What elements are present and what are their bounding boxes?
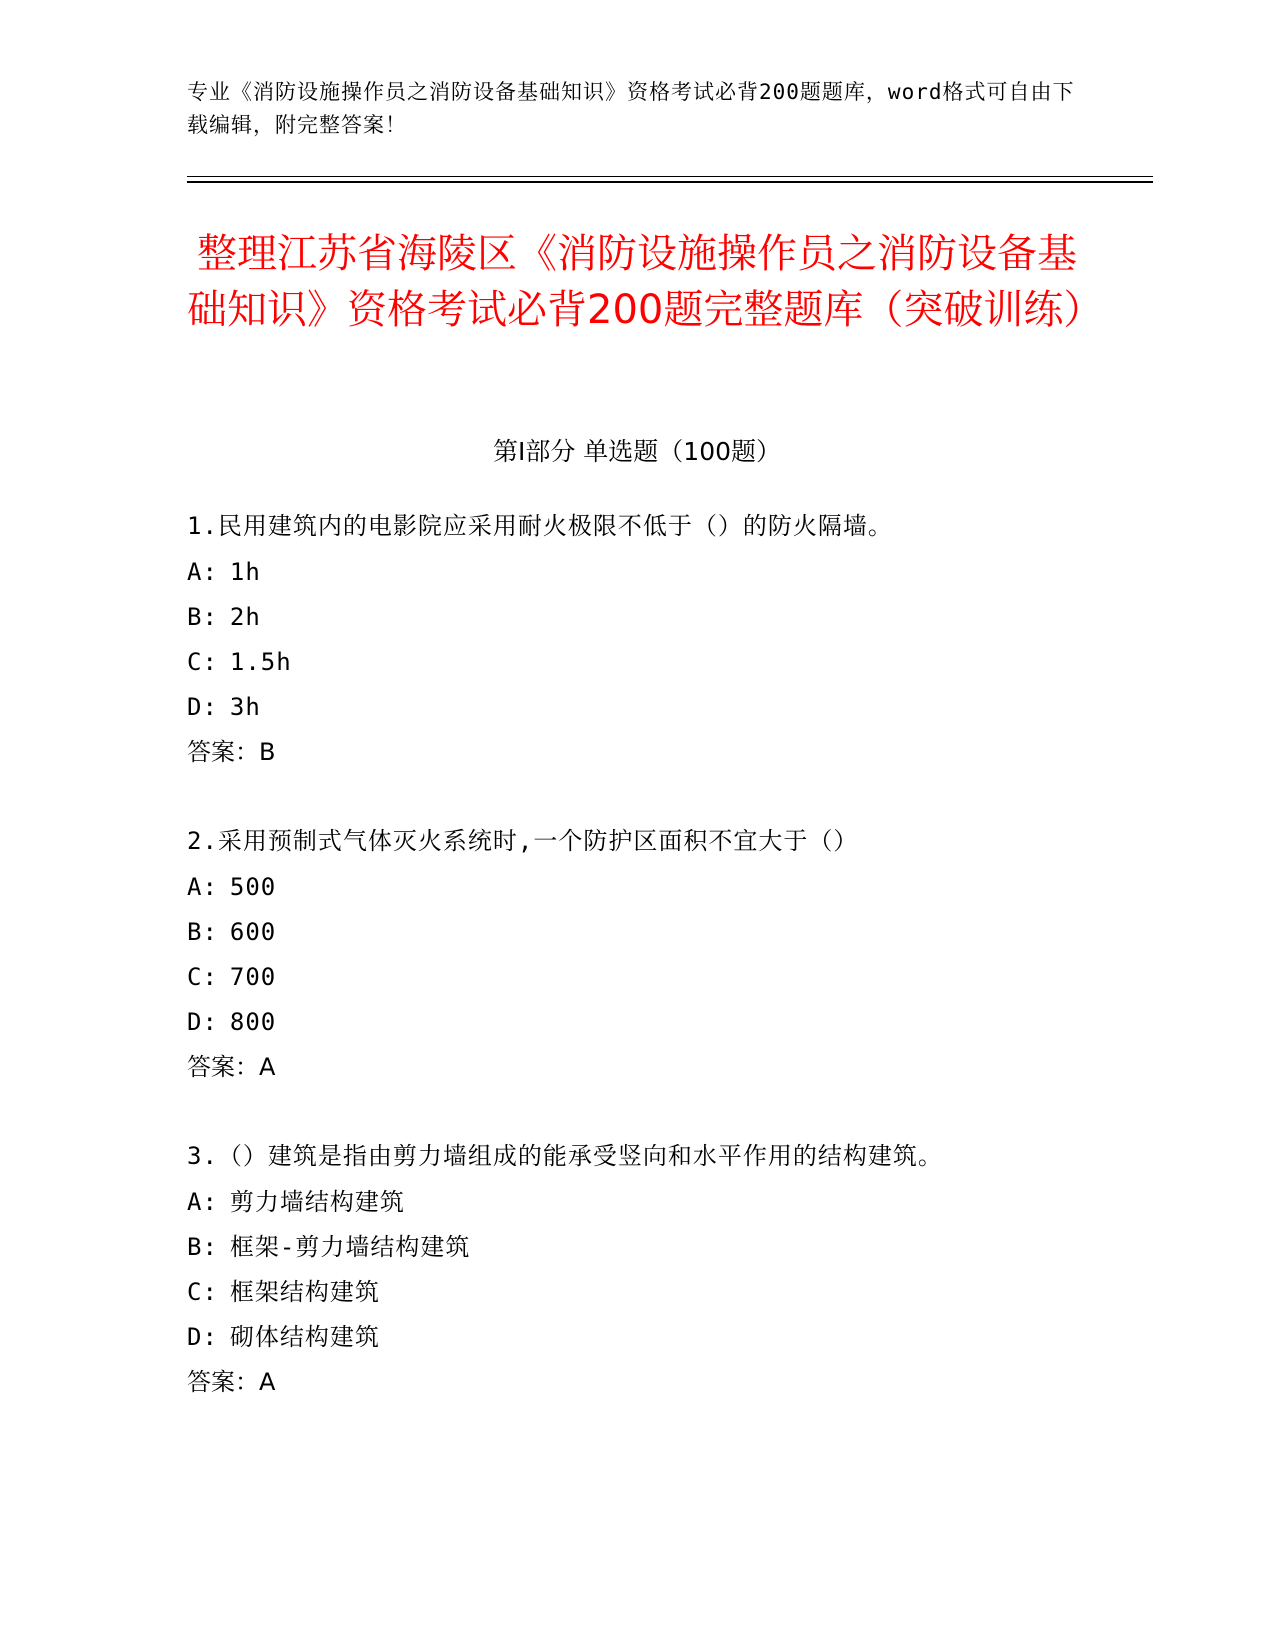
option-text: 1h (229, 558, 261, 586)
option-text: 框架结构建筑 (229, 1278, 380, 1306)
option-b (187, 915, 1137, 960)
question-2 (187, 824, 1137, 1095)
option-letter: A: (187, 1188, 218, 1216)
option-text: 1.5h (229, 648, 292, 676)
option-text: 800 (229, 1008, 277, 1036)
option-d (187, 1320, 1137, 1365)
option-letter: C: (187, 963, 218, 991)
question-stem: 2.采用预制式气体灭火系统时,一个防护区面积不宜大于（） (187, 827, 859, 855)
option-letter: D: (187, 1323, 218, 1351)
option-text: 框架-剪力墙结构建筑 (229, 1233, 471, 1261)
answer: 答案：A (187, 1053, 276, 1081)
header-divider-thin (187, 176, 1153, 177)
option-text: 剪力墙结构建筑 (229, 1188, 405, 1216)
option-d (187, 1005, 1137, 1050)
option-a (187, 870, 1137, 915)
question-stem: 3.（）建筑是指由剪力墙组成的能承受竖向和水平作用的结构建筑。 (187, 1142, 943, 1170)
header-note: 专业《消防设施操作员之消防设备基础知识》资格考试必背200题题库，word格式可自由下载编辑，附完整答案！ (187, 80, 1075, 137)
option-letter: B: (187, 603, 218, 631)
option-text: 3h (229, 693, 261, 721)
option-letter: A: (187, 873, 218, 901)
option-d (187, 690, 1137, 735)
answer: 答案：B (187, 738, 276, 766)
option-letter: D: (187, 1008, 218, 1036)
option-b (187, 1230, 1137, 1275)
option-text: 700 (229, 963, 277, 991)
option-text: 砌体结构建筑 (229, 1323, 380, 1351)
question-1 (187, 509, 1137, 780)
section-title: 第Ⅰ部分 单选题（100题） (492, 437, 782, 466)
option-text: 500 (229, 873, 277, 901)
question-stem: 1.民用建筑内的电影院应采用耐火极限不低于（）的防火隔墙。 (187, 512, 893, 540)
option-letter: C: (187, 1278, 218, 1306)
option-letter: B: (187, 918, 218, 946)
option-letter: D: (187, 693, 218, 721)
option-a (187, 555, 1137, 600)
question-3 (187, 1139, 1137, 1410)
option-text: 2h (229, 603, 261, 631)
header-divider-thick (187, 181, 1153, 183)
option-text: 600 (229, 918, 277, 946)
option-letter: A: (187, 558, 218, 586)
option-c (187, 1275, 1137, 1320)
option-b (187, 600, 1137, 645)
option-c (187, 960, 1137, 1005)
option-letter: B: (187, 1233, 218, 1261)
answer: 答案：A (187, 1368, 276, 1396)
option-a (187, 1185, 1137, 1230)
option-c (187, 645, 1137, 690)
option-letter: C: (187, 648, 218, 676)
document-title: 整理江苏省海陵区《消防设施操作员之消防设备基础知识》资格考试必背200题完整题库（突破训练） (187, 231, 1104, 333)
